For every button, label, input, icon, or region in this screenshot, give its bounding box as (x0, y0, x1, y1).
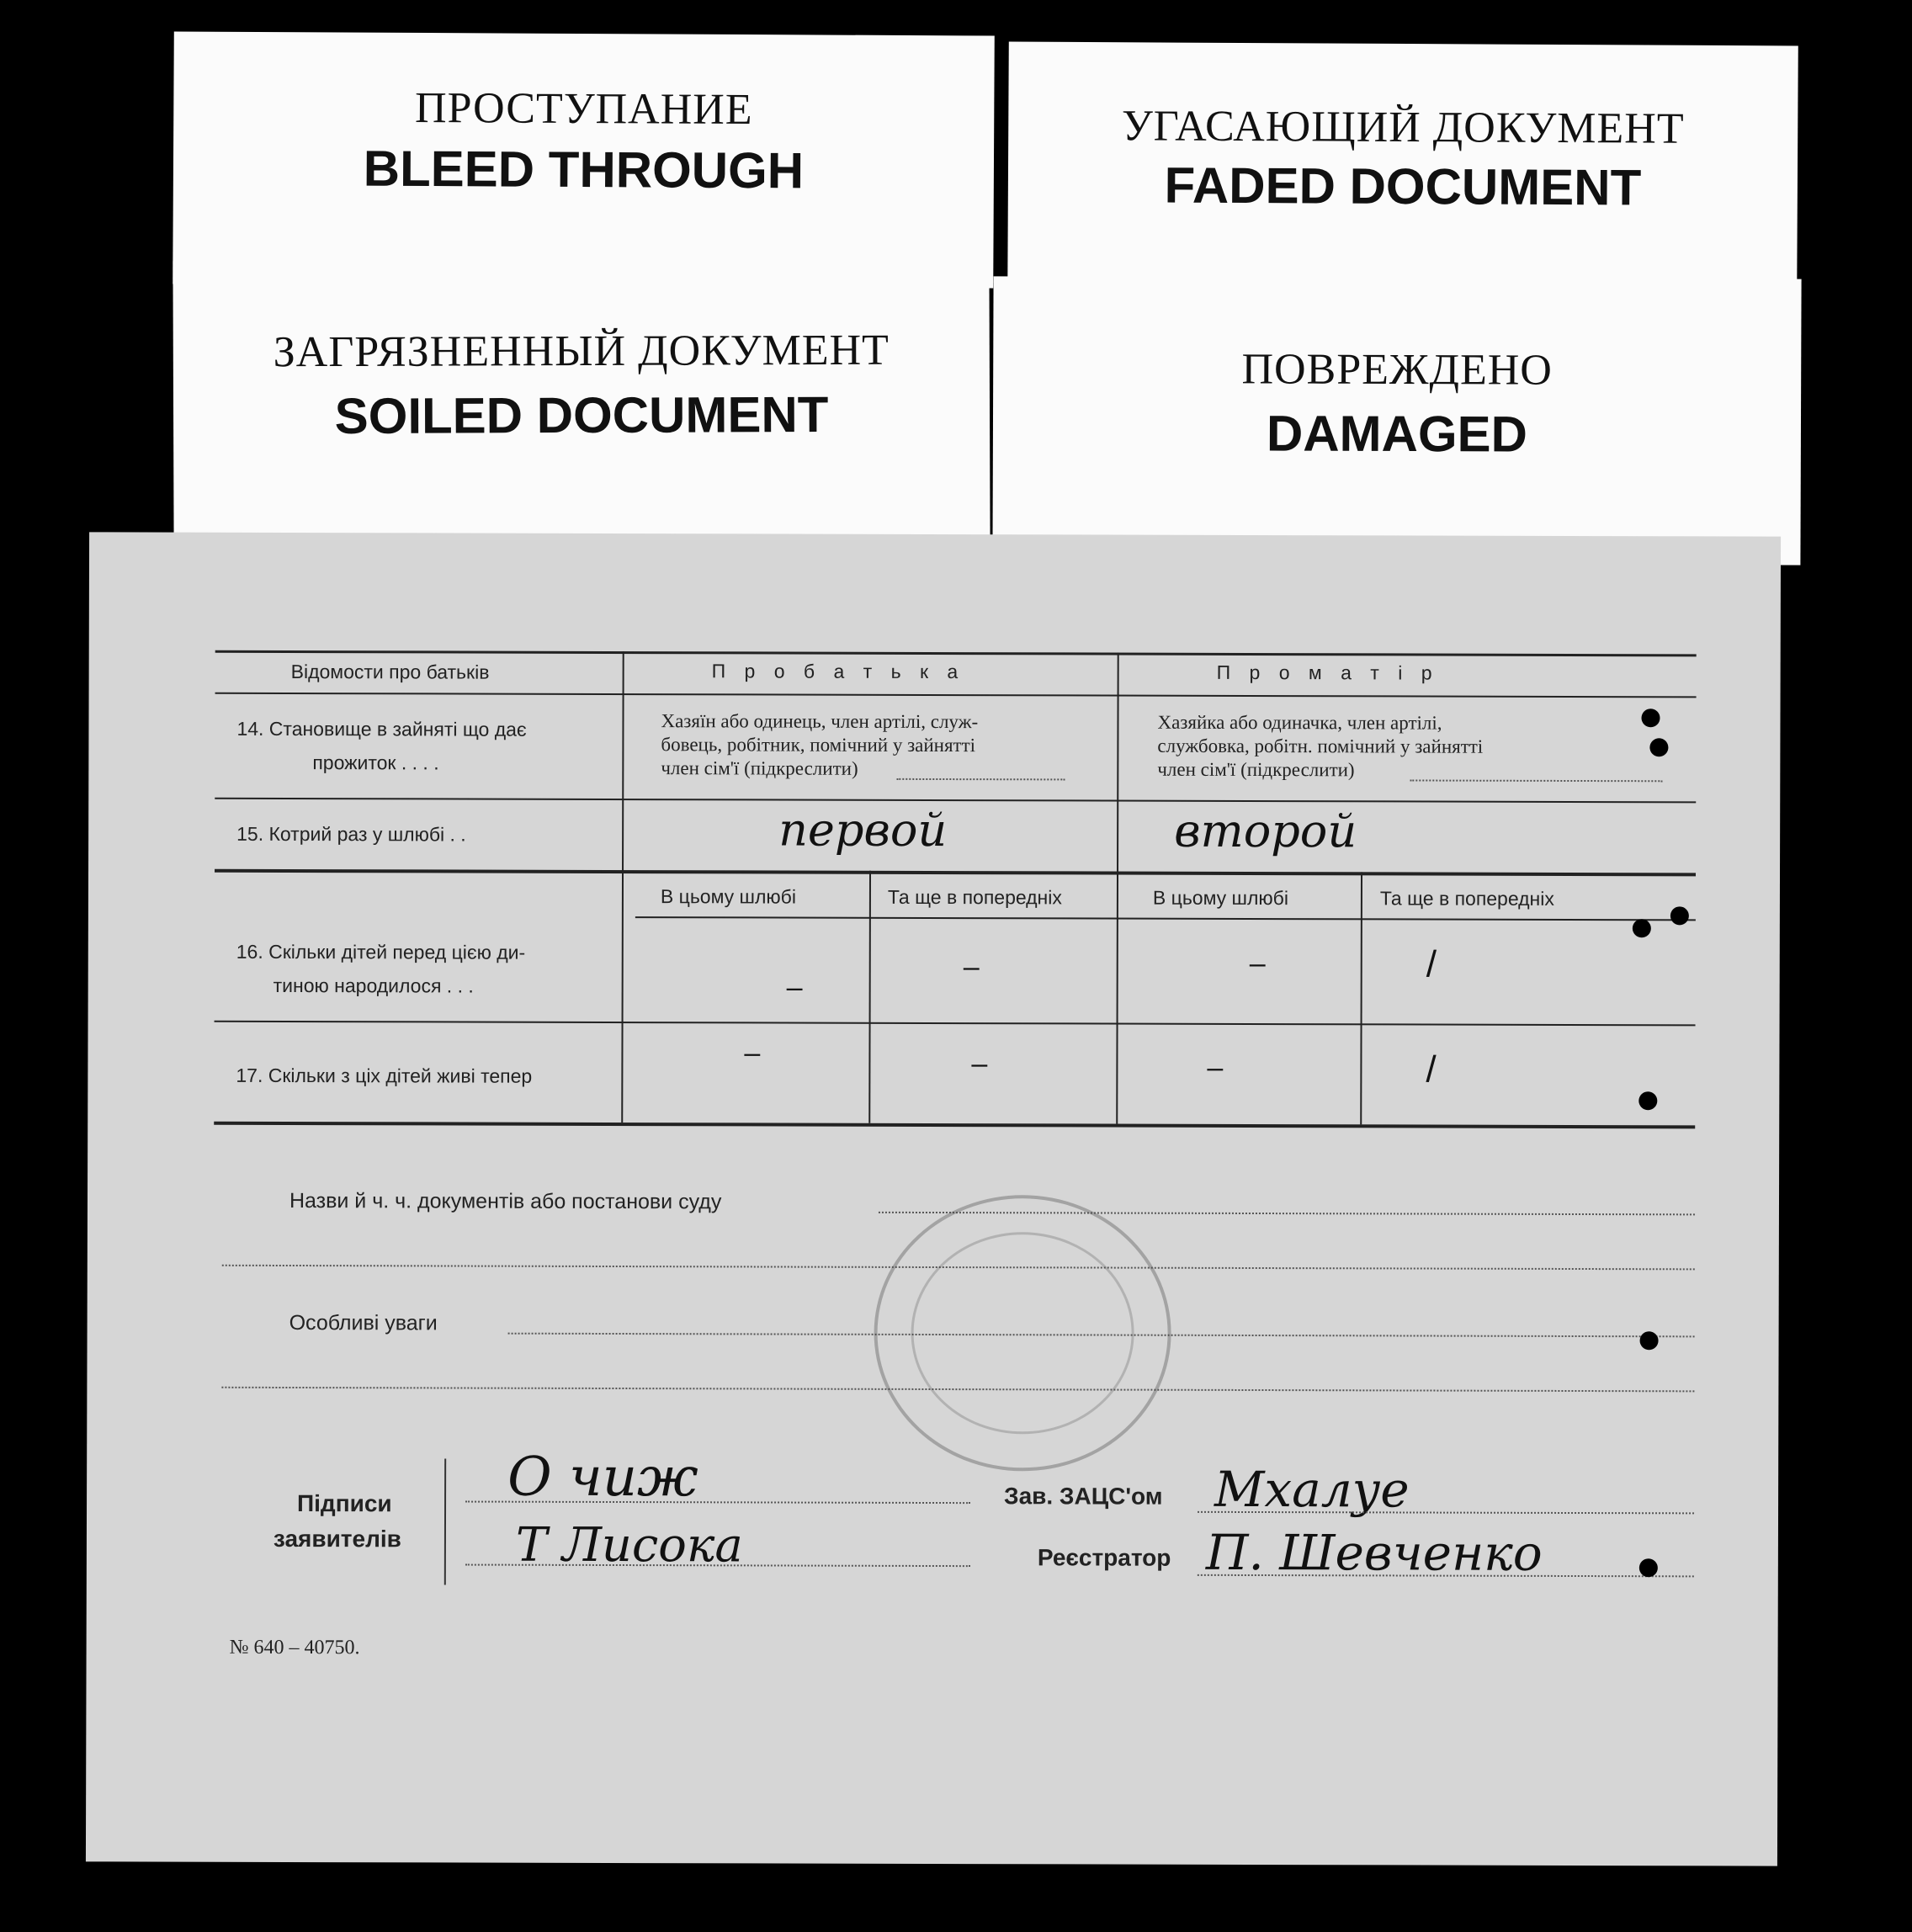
row17-father-previous: – (971, 1048, 988, 1080)
punch-hole (1649, 738, 1668, 756)
row15-mother-value: второй (1174, 804, 1357, 858)
header-rule (215, 693, 1697, 698)
registrar-label: Реєстратор (1037, 1544, 1171, 1571)
bleed-through-en: BLEED THROUGH (363, 140, 805, 199)
row14-father-1: Хазяїн або одинець, член артілі, служ- (661, 710, 979, 733)
row14-rule (215, 798, 1696, 804)
punch-hole (1638, 1091, 1657, 1110)
registrar-signature: П. Шевченко (1205, 1523, 1543, 1582)
faded-document-ru: УГАСАЮЩИЙ ДОКУМЕНТ (1121, 102, 1685, 153)
punch-hole (1640, 1331, 1659, 1350)
row16-label-2: тиною народилося . . . (273, 974, 474, 997)
row14-father-dots (896, 778, 1065, 781)
punch-hole (1639, 1558, 1658, 1577)
row16-father-previous: – (963, 951, 980, 984)
row16-father-this: – (786, 971, 803, 1004)
subheader-mother-previous: Та ще в попередніх (1379, 887, 1554, 910)
row15-rule (215, 869, 1696, 877)
header-col1: Відомости про батьків (290, 660, 490, 683)
head-label: Зав. ЗАЦС'ом (1004, 1483, 1163, 1510)
row14-father-2: бовець, робітник, помічний у зайнятті (661, 734, 976, 756)
row16-mother-previous: / (1426, 943, 1437, 985)
row17-mother-this: – (1207, 1051, 1224, 1084)
col-divider-father (868, 871, 871, 1123)
table-bottom-rule (214, 1122, 1695, 1129)
row17-label: 17. Скільки з ціх дітей живі тепер (236, 1064, 533, 1087)
documents-label: Назви й ч. ч. документів або постанови суду (289, 1188, 722, 1214)
signatures-brace (444, 1458, 446, 1584)
row17-father-this: – (744, 1037, 761, 1070)
col-divider-mother (1360, 872, 1362, 1124)
official-stamp (874, 1195, 1171, 1472)
subheader-rule (635, 916, 1696, 921)
remarks-label: Особливі уваги (289, 1310, 438, 1335)
row17-mother-previous: / (1426, 1048, 1437, 1091)
applicant1-signature: О чиж (507, 1446, 698, 1510)
row14-mother-2: службовка, робітн. помічний у зайнятті (1157, 735, 1484, 757)
head-signature: Мхалуе (1214, 1460, 1410, 1519)
row16-label-1: 16. Скільки дітей перед цією ди- (236, 940, 526, 963)
row16-mother-this: – (1249, 947, 1266, 980)
row15-label: 15. Котрий раз у шлюбі . . (236, 822, 466, 846)
table-top-rule (215, 650, 1697, 657)
damaged-en: DAMAGED (1266, 405, 1528, 463)
bleed-through-card (173, 31, 995, 288)
signatures-label-1: Підписи (297, 1490, 392, 1517)
soiled-document-card (173, 257, 990, 546)
subheader-father-this: В цьому шлюбі (660, 885, 797, 908)
header-father: П р о б а т ь к а (711, 660, 965, 683)
form-number: № 640 – 40750. (229, 1636, 360, 1659)
punch-hole (1633, 919, 1651, 937)
row15-father-value: первой (778, 803, 948, 857)
punch-hole (1670, 906, 1689, 925)
applicant2-signature: Т Лисока (515, 1517, 743, 1574)
soiled-document-ru: ЗАГРЯЗНЕННЫЙ ДОКУМЕНТ (273, 326, 890, 377)
row14-label-1: 14. Становище в зайняті що дає (236, 717, 527, 740)
faded-document-en: FADED DOCUMENT (1164, 157, 1642, 216)
subheader-mother-this: В цьому шлюбі (1152, 886, 1289, 910)
row14-mother-1: Хазяйка або одиначка, член артілі, (1157, 711, 1442, 734)
col-divider-2 (1116, 653, 1118, 1124)
soiled-document-en: SOILED DOCUMENT (334, 385, 829, 445)
header-mother: П р о м а т і р (1216, 661, 1439, 684)
row14-father-3: член сім'ї (підкреслити) (661, 757, 858, 779)
damaged-ru: ПОВРЕЖДЕНО (1241, 345, 1554, 395)
col-divider-1 (621, 651, 624, 1123)
bleed-through-ru: ПРОСТУПАНИЕ (414, 83, 753, 135)
official-stamp-inner-ring (911, 1232, 1134, 1435)
registration-form-sheet (86, 532, 1781, 1866)
subheader-father-previous: Та ще в попередніх (887, 885, 1062, 909)
row16-rule (215, 1021, 1696, 1027)
row14-label-2: прожиток . . . . (312, 751, 439, 774)
row14-mother-dots (1410, 779, 1662, 782)
row14-mother-3: член сім'ї (підкреслити) (1157, 758, 1355, 781)
damaged-card (992, 276, 1801, 565)
faded-document-card (1007, 42, 1798, 299)
punch-hole (1641, 709, 1660, 727)
signatures-label-2: заявителів (273, 1525, 401, 1552)
